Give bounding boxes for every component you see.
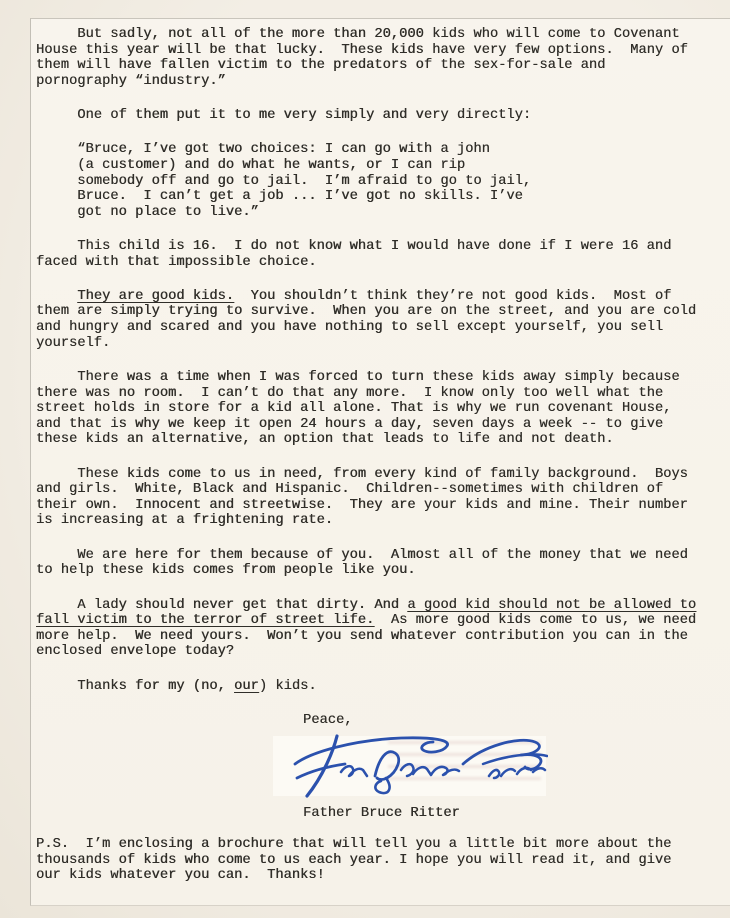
letter-line xyxy=(36,58,730,74)
letter-line xyxy=(36,289,730,305)
text-segment: their own. Innocent and streetwise. They are your kids and mine. Their number xyxy=(36,497,688,513)
signature-block xyxy=(36,734,730,806)
text-segment: “Bruce, I’ve got two choices: I can go with a john xyxy=(36,142,490,158)
text-segment: P.S. I’m enclosing a brochure that will tell you a little bit more about the xyxy=(36,837,672,853)
postscript xyxy=(36,837,730,884)
text-segment: street holds in store for a kid all alone. That is why we run covenant House, xyxy=(36,401,672,417)
letter-line xyxy=(36,401,730,417)
letter-line xyxy=(36,598,730,614)
letter-paragraph xyxy=(36,370,730,448)
text-segment: and girls. White, Black and Hispanic. Children--sometimes with children of xyxy=(36,482,664,498)
letter-paragraph xyxy=(36,598,730,660)
text-segment: This child is 16. I do not know what I would have done if I were 16 and xyxy=(36,239,672,254)
letter-line xyxy=(36,320,730,336)
letter-line xyxy=(36,336,730,352)
text-segment: thousands of kids who come to us each year. I hope you will read it, and give xyxy=(36,852,672,868)
letter-line xyxy=(36,644,730,660)
underlined-phrase: They are good kids. xyxy=(77,288,235,304)
letter-line xyxy=(36,417,730,433)
letter-line xyxy=(36,498,730,514)
letter-line xyxy=(36,74,730,90)
text-segment: and that is why we keep it open 24 hours a day, seven days a week -- to give xyxy=(36,416,664,432)
text-segment: We are here for them because of you. Almost all of the money that we need xyxy=(36,547,688,563)
underlined-phrase: a good kid should not be allowed to xyxy=(407,597,697,613)
letter-line xyxy=(36,482,730,498)
text-segment: faced with that impossible choice. xyxy=(36,254,317,270)
text-segment: there was no room. I can’t do that any more. I know only too well what the xyxy=(36,385,664,401)
text-segment: these kids an alternative, an option that leads to life and not death. xyxy=(36,432,614,448)
text-segment: As more good kids come to us, we need xyxy=(374,613,697,629)
letter-line xyxy=(36,205,730,221)
letter-paper xyxy=(30,18,730,906)
letter-paragraph xyxy=(36,108,730,124)
letter-paragraph xyxy=(36,679,730,695)
letter-line xyxy=(36,239,730,255)
text-segment: them are simply trying to survive. When you are on the street, and you are cold xyxy=(36,304,697,320)
letter-line xyxy=(36,563,730,579)
text-segment xyxy=(36,289,77,304)
postscript-line xyxy=(36,868,730,884)
text-segment: to help these kids comes from people like you. xyxy=(36,563,416,579)
text-segment: pornography “industry.” xyxy=(36,73,226,89)
handwritten-signature-icon xyxy=(283,734,548,798)
text-segment: yourself. xyxy=(36,335,111,351)
text-segment: is increasing at a frightening rate. xyxy=(36,513,334,529)
text-segment: ) kids. xyxy=(258,678,317,694)
text-segment: You shouldn’t think they’re not good kids. Most of xyxy=(234,288,672,304)
text-segment: These kids come to us in need, from every kind of family background. Boys xyxy=(36,466,688,482)
text-segment: and hungry and scared and you have nothing to sell except yourself, you sell xyxy=(36,320,664,336)
letter-paragraph xyxy=(36,27,730,89)
letter-line xyxy=(36,142,730,158)
letter-line xyxy=(36,548,730,564)
text-segment: There was a time when I was forced to turn these kids away simply because xyxy=(36,369,680,385)
letter-paragraph xyxy=(36,467,730,529)
letter-paragraph xyxy=(36,289,730,351)
letter-line xyxy=(36,189,730,205)
letter-line xyxy=(36,679,730,695)
text-segment: our kids whatever you can. Thanks! xyxy=(36,868,325,884)
postscript-line xyxy=(36,837,730,853)
postscript-line xyxy=(36,853,730,869)
underlined-phrase: our xyxy=(234,678,259,694)
letter-line xyxy=(36,108,730,124)
text-segment: more help. We need yours. Won’t you send whatever contribution you can in the xyxy=(36,628,688,644)
letter-line xyxy=(36,386,730,402)
letter-paragraph xyxy=(36,142,730,220)
text-segment: enclosed envelope today? xyxy=(36,644,235,660)
letter-line xyxy=(36,158,730,174)
typed-sender-name: Father Bruce Ritter xyxy=(303,806,460,822)
text-segment: A lady should never get that dirty. And xyxy=(36,597,408,613)
letter-line xyxy=(36,432,730,448)
letter-line xyxy=(36,174,730,190)
letter-line xyxy=(36,304,730,320)
text-segment: House this year will be that lucky. These kids have very few options. Many of xyxy=(36,42,688,58)
text-segment: somebody off and go to jail. I’m afraid to go to jail, xyxy=(36,173,532,189)
letter-line xyxy=(36,27,730,43)
letter-body xyxy=(36,27,730,694)
text-segment: got no place to live.” xyxy=(36,204,259,220)
letter-paragraph xyxy=(36,239,730,270)
text-segment: One of them put it to me very simply and very directly: xyxy=(36,108,532,124)
letter-line xyxy=(36,513,730,529)
letter-line xyxy=(36,370,730,386)
text-segment: But sadly, not all of the more than 20,000 kids who will come to Covenant xyxy=(36,27,680,42)
text-segment: Bruce. I can’t get a job ... I’ve got no skills. I’ve xyxy=(36,189,523,205)
letter-line xyxy=(36,467,730,483)
text-segment: Thanks for my (no, xyxy=(36,678,235,694)
letter-line xyxy=(36,629,730,645)
closing-salutation: Peace, xyxy=(303,712,353,728)
text-segment: (a customer) and do what he wants, or I can rip xyxy=(36,157,466,173)
letter-line xyxy=(36,255,730,271)
text-segment: them will have fallen victim to the predators of the sex-for-sale and xyxy=(36,58,606,74)
letter-line xyxy=(36,43,730,59)
underlined-phrase: fall victim to the terror of street life. xyxy=(36,613,375,629)
letter-paragraph xyxy=(36,548,730,579)
letter-line xyxy=(36,613,730,629)
